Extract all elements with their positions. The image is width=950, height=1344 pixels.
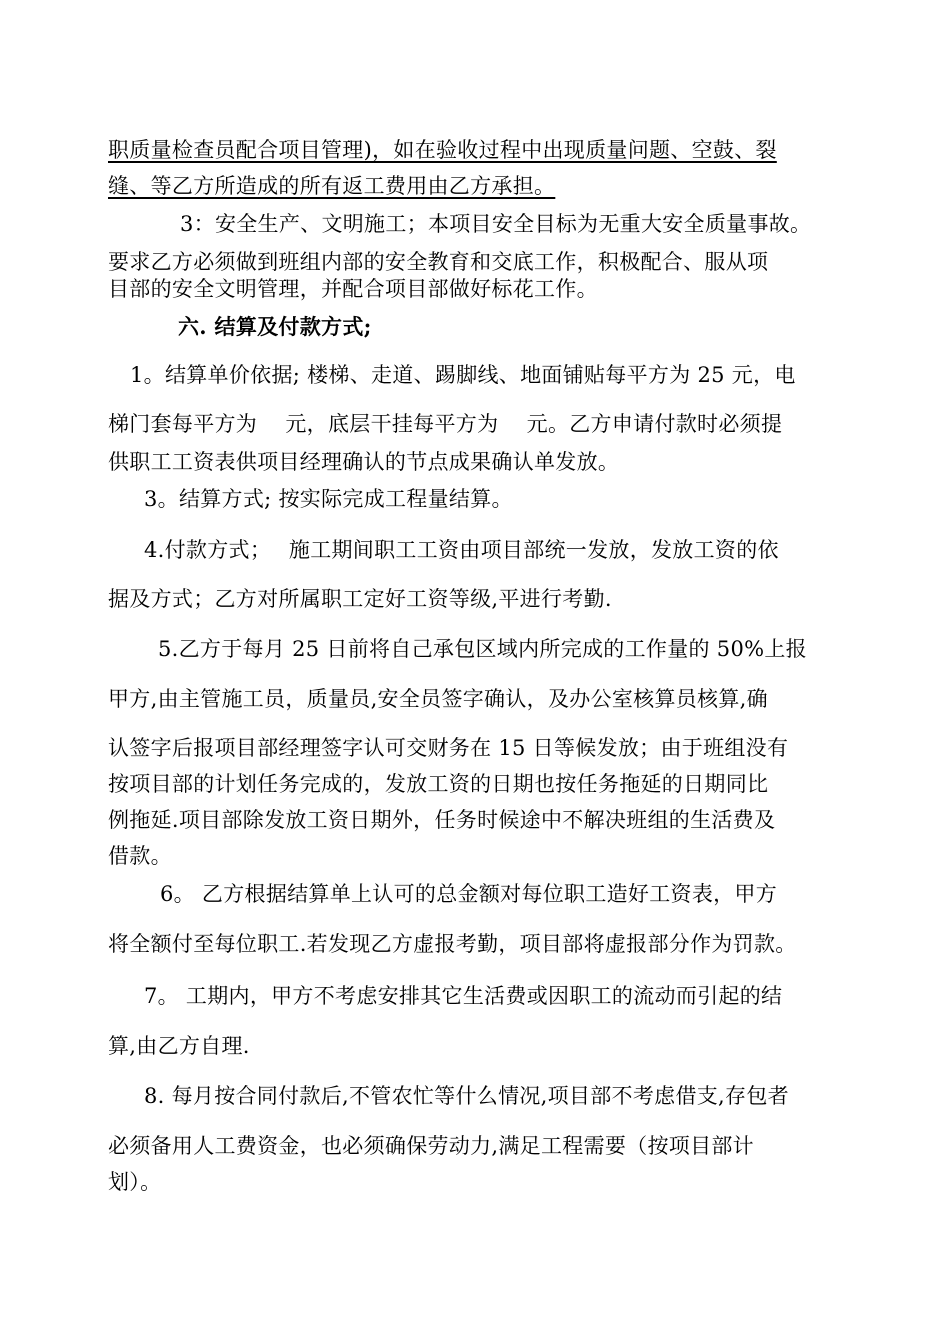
text-line: 5.乙方于每月 25 日前将自己承包区域内所完成的工作量的 50%上报 (158, 637, 807, 661)
section-heading: 六. 结算及付款方式; (178, 314, 372, 339)
text-line: 借款。 (108, 844, 172, 868)
text-line: 将全额付至每位职工.若发现乙方虚报考勤，项目部将虚报部分作为罚款。 (108, 932, 797, 956)
text-line: 4.付款方式； 施工期间职工工资由项目部统一发放，发放工资的依 (144, 538, 779, 562)
text-line: 3：安全生产、文明施工；本项目安全目标为无重大安全质量事故。 (180, 212, 812, 236)
text-line: 要求乙方必须做到班组内部的安全教育和交底工作，积极配合、服从项 (108, 250, 769, 274)
text-line: 据及方式；乙方对所属职工定好工资等级,平进行考勤. (108, 587, 612, 611)
text-line: 职质量检查员配合项目管理)，如在验收过程中出现质量问题、空鼓、裂 (108, 138, 777, 162)
text-line: 按项目部的计划任务完成的，发放工资的日期也按任务拖延的日期同比 (108, 772, 769, 796)
text-line: 例拖延.项目部除发放工资日期外，任务时候途中不解决班组的生活费及 (108, 808, 776, 832)
text-line: 划）。 (108, 1170, 162, 1194)
text-line: 目部的安全文明管理，并配合项目部做好标花工作。 (108, 277, 598, 301)
text-line: 甲方,由主管施工员，质量员,安全员签字确认，及办公室核算员核算,确 (108, 687, 768, 711)
text-line: 缝、等乙方所造成的所有返工费用由乙方承担。 (108, 174, 556, 198)
text-line: 7。 工期内，甲方不考虑安排其它生活费或因职工的流动而引起的结 (144, 984, 783, 1008)
text-line: 必须备用人工费资金，也必须确保劳动力,满足工程需要（按项目部计 (108, 1134, 754, 1158)
text-line: 6。 乙方根据结算单上认可的总金额对每位职工造好工资表，甲方 (160, 882, 778, 906)
text-line: 梯门套每平方为 元，底层干挂每平方为 元。乙方申请付款时必须提 (108, 412, 783, 436)
text-line: 供职工工资表供项目经理确认的节点成果确认单发放。 (108, 450, 620, 474)
text-line: 认签字后报项目部经理签字认可交财务在 15 日等候发放；由于班组没有 (108, 736, 789, 760)
text-line: 3。结算方式; 按实际完成工程量结算。 (144, 487, 513, 511)
text-line: 1。结算单价依据; 楼梯、走道、踢脚线、地面铺贴每平方为 25 元，电 (130, 363, 796, 387)
text-line: 算,由乙方自理. (108, 1034, 250, 1058)
text-line: 8. 每月按合同付款后,不管农忙等什么情况,项目部不考虑借支,存包者 (144, 1084, 789, 1108)
